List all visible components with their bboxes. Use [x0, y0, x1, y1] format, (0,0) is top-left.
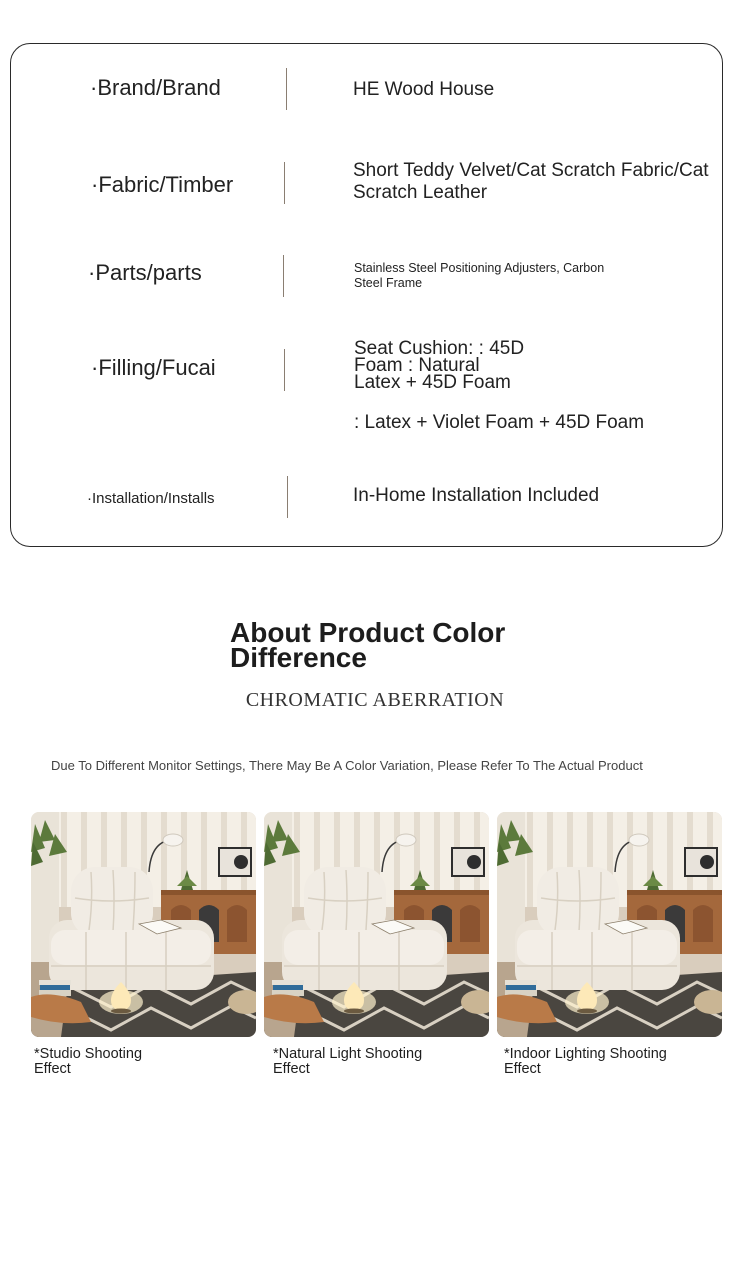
title-line: Difference — [230, 642, 367, 673]
spec-value-filling — [354, 340, 524, 391]
caption-line: Effect — [504, 1061, 541, 1077]
sofa-photo-image — [497, 812, 722, 1037]
color-difference-title — [230, 617, 550, 673]
spec-value-line: Foam : Natural — [354, 355, 480, 376]
spec-value-fabric — [353, 160, 709, 204]
spec-label-installation: ·Installation/Installs — [87, 490, 215, 507]
spec-value-installation: In-Home Installation Included — [353, 485, 600, 506]
caption-studio-shooting — [34, 1047, 142, 1077]
spec-divider — [287, 476, 288, 518]
spec-card — [10, 43, 723, 547]
spec-value-brand: HE Wood House — [353, 79, 495, 100]
spec-divider — [284, 162, 285, 204]
indoor-lighting-photo — [497, 812, 722, 1037]
caption-line: *Indoor Lighting Shooting — [504, 1046, 667, 1062]
spec-value-line: Seat Cushion: : 45D — [354, 338, 525, 359]
color-disclaimer: Due To Different Monitor Settings, There May Be A Color Variation, Please Refer To The Actual Product — [51, 758, 643, 773]
spec-divider — [283, 255, 284, 297]
studio-shooting-photo — [31, 812, 256, 1037]
title-line: About Product Color — [230, 617, 506, 648]
spec-value-parts — [354, 261, 604, 291]
caption-natural-light — [273, 1047, 422, 1077]
sofa-photo-image — [31, 812, 256, 1037]
spec-label-parts: ·Parts/parts — [88, 260, 202, 285]
spec-value-line: Steel Frame — [354, 276, 423, 290]
sofa-photo-image — [264, 812, 489, 1037]
caption-line: *Natural Light Shooting — [273, 1046, 423, 1062]
spec-value-filling-extra: : Latex + Violet Foam + 45D Foam — [354, 412, 645, 433]
spec-divider — [284, 349, 285, 391]
caption-indoor-lighting — [504, 1047, 667, 1077]
chromatic-aberration-subtitle: CHROMATIC ABERRATION — [245, 689, 505, 711]
caption-line: Effect — [273, 1061, 310, 1077]
spec-value-line: Stainless Steel Positioning Adjusters, Carbon — [354, 261, 605, 275]
spec-value-line: Scratch Leather — [353, 182, 488, 203]
spec-label-filling: ·Filling/Fucai — [91, 355, 216, 380]
spec-label-brand: ·Brand/Brand — [90, 75, 221, 100]
natural-light-photo — [264, 812, 489, 1037]
spec-divider — [286, 68, 287, 110]
spec-label-fabric: ·Fabric/Timber — [91, 172, 234, 197]
spec-value-line: Short Teddy Velvet/Cat Scratch Fabric/Cat — [353, 160, 709, 181]
caption-line: *Studio Shooting — [34, 1046, 143, 1062]
spec-value-line: Latex + 45D Foam — [354, 372, 511, 393]
caption-line: Effect — [34, 1061, 71, 1077]
